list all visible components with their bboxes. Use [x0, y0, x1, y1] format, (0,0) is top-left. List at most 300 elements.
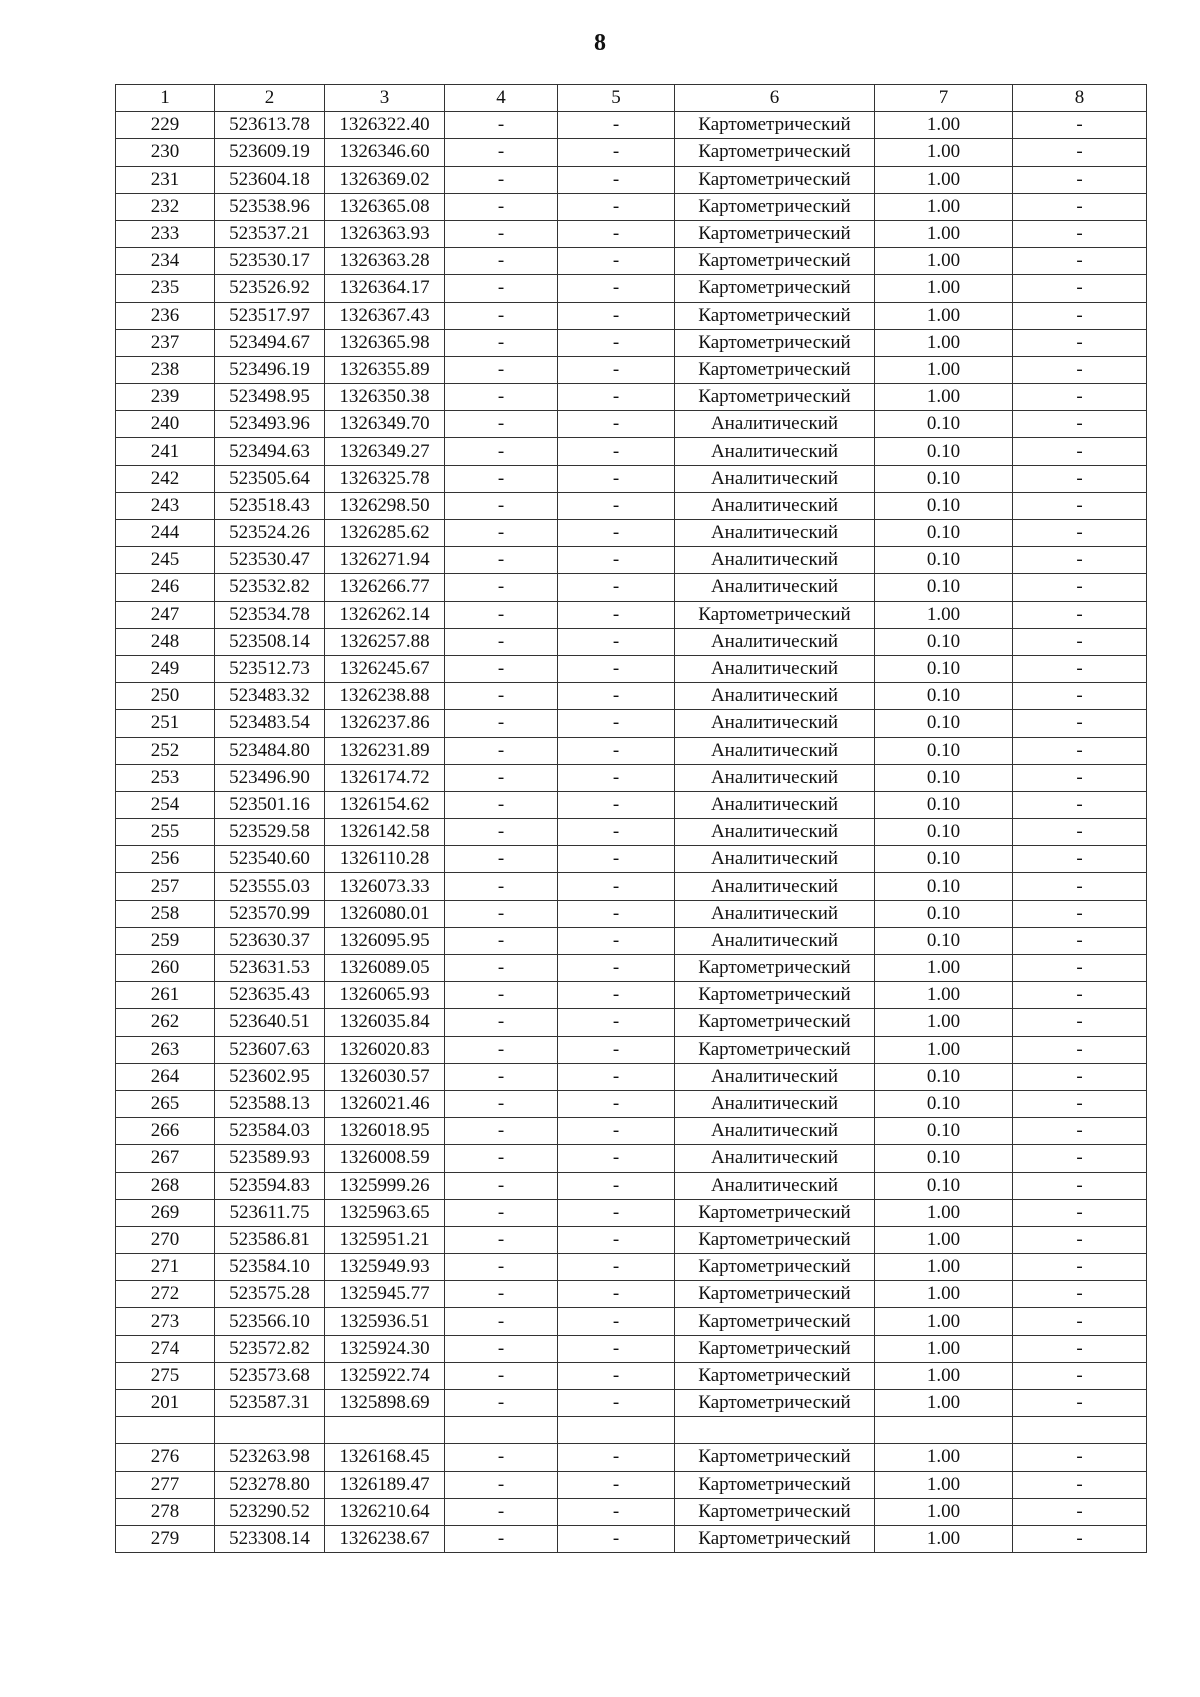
accuracy-cell: 0.10	[875, 520, 1013, 547]
x-coordinate-cell: 523530.17	[215, 248, 325, 275]
y-coordinate-cell: 1326018.95	[325, 1118, 445, 1145]
col4-cell: -	[445, 791, 558, 818]
table-row	[116, 220, 1147, 247]
x-coordinate-cell: 523498.95	[215, 384, 325, 411]
method-cell: Аналитический	[675, 547, 875, 574]
table-row	[116, 628, 1147, 655]
col5-cell: -	[558, 846, 675, 873]
y-coordinate-cell: 1325999.26	[325, 1172, 445, 1199]
method-cell: Аналитический	[675, 791, 875, 818]
point-number-cell: 277	[116, 1471, 215, 1498]
accuracy-cell: 0.10	[875, 1172, 1013, 1199]
x-coordinate-cell: 523530.47	[215, 547, 325, 574]
col8-cell: -	[1013, 1145, 1147, 1172]
col8-cell: -	[1013, 1525, 1147, 1552]
y-coordinate-cell: 1326189.47	[325, 1471, 445, 1498]
y-coordinate-cell: 1326110.28	[325, 846, 445, 873]
point-number-cell: 276	[116, 1444, 215, 1471]
method-cell: Картометрический	[675, 220, 875, 247]
col8-cell: -	[1013, 1090, 1147, 1117]
col5-cell: -	[558, 982, 675, 1009]
col8-cell: -	[1013, 1390, 1147, 1417]
method-cell: Картометрический	[675, 1444, 875, 1471]
col8-cell: -	[1013, 1281, 1147, 1308]
table-row	[116, 1444, 1147, 1471]
accuracy-cell: 1.00	[875, 1226, 1013, 1253]
point-number-cell: 233	[116, 220, 215, 247]
col8-cell: -	[1013, 1308, 1147, 1335]
column-header: 7	[875, 85, 1013, 112]
y-coordinate-cell: 1326355.89	[325, 356, 445, 383]
col5-cell: -	[558, 275, 675, 302]
point-number-cell: 255	[116, 819, 215, 846]
point-number-cell: 263	[116, 1036, 215, 1063]
col5-cell: -	[558, 655, 675, 682]
accuracy-cell	[875, 1417, 1013, 1444]
method-cell: Аналитический	[675, 465, 875, 492]
table-row	[116, 900, 1147, 927]
accuracy-cell: 1.00	[875, 1009, 1013, 1036]
y-coordinate-cell: 1326020.83	[325, 1036, 445, 1063]
col5-cell: -	[558, 1145, 675, 1172]
x-coordinate-cell: 523631.53	[215, 955, 325, 982]
col4-cell: -	[445, 1444, 558, 1471]
col8-cell: -	[1013, 302, 1147, 329]
table-row	[116, 683, 1147, 710]
x-coordinate-cell: 523508.14	[215, 628, 325, 655]
table-row	[116, 166, 1147, 193]
accuracy-cell: 1.00	[875, 1498, 1013, 1525]
y-coordinate-cell: 1326030.57	[325, 1063, 445, 1090]
method-cell: Аналитический	[675, 1118, 875, 1145]
y-coordinate-cell: 1326089.05	[325, 955, 445, 982]
y-coordinate-cell: 1326271.94	[325, 547, 445, 574]
method-cell: Картометрический	[675, 166, 875, 193]
table-row	[116, 737, 1147, 764]
column-header: 6	[675, 85, 875, 112]
col5-cell: -	[558, 574, 675, 601]
col8-cell: -	[1013, 411, 1147, 438]
col5-cell: -	[558, 220, 675, 247]
method-cell: Картометрический	[675, 139, 875, 166]
accuracy-cell: 0.10	[875, 764, 1013, 791]
table-row	[116, 1525, 1147, 1552]
table-row	[116, 1308, 1147, 1335]
col4-cell: -	[445, 655, 558, 682]
accuracy-cell: 0.10	[875, 438, 1013, 465]
method-cell: Аналитический	[675, 492, 875, 519]
accuracy-cell: 1.00	[875, 384, 1013, 411]
table-row	[116, 1471, 1147, 1498]
y-coordinate-cell: 1325936.51	[325, 1308, 445, 1335]
col5-cell: -	[558, 628, 675, 655]
point-number-cell: 264	[116, 1063, 215, 1090]
method-cell: Аналитический	[675, 764, 875, 791]
col4-cell: -	[445, 764, 558, 791]
y-coordinate-cell: 1326257.88	[325, 628, 445, 655]
accuracy-cell: 1.00	[875, 139, 1013, 166]
x-coordinate-cell: 523566.10	[215, 1308, 325, 1335]
accuracy-cell: 0.10	[875, 1090, 1013, 1117]
col8-cell	[1013, 1417, 1147, 1444]
method-cell: Аналитический	[675, 927, 875, 954]
table-row	[116, 710, 1147, 737]
method-cell: Аналитический	[675, 710, 875, 737]
table-row	[116, 764, 1147, 791]
x-coordinate-cell: 523604.18	[215, 166, 325, 193]
col8-cell: -	[1013, 1498, 1147, 1525]
point-number-cell: 261	[116, 982, 215, 1009]
col5-cell: -	[558, 411, 675, 438]
col4-cell: -	[445, 601, 558, 628]
col4-cell: -	[445, 1199, 558, 1226]
col4-cell: -	[445, 1471, 558, 1498]
coordinates-table	[115, 84, 1147, 1553]
table-row	[116, 846, 1147, 873]
col5-cell: -	[558, 819, 675, 846]
method-cell: Картометрический	[675, 275, 875, 302]
table-row	[116, 1009, 1147, 1036]
x-coordinate-cell	[215, 1417, 325, 1444]
col4-cell: -	[445, 112, 558, 139]
method-cell: Аналитический	[675, 574, 875, 601]
col8-cell: -	[1013, 112, 1147, 139]
col4-cell: -	[445, 1362, 558, 1389]
x-coordinate-cell: 523555.03	[215, 873, 325, 900]
accuracy-cell: 0.10	[875, 683, 1013, 710]
method-cell: Картометрический	[675, 1390, 875, 1417]
table-row	[116, 248, 1147, 275]
x-coordinate-cell: 523613.78	[215, 112, 325, 139]
point-number-cell: 259	[116, 927, 215, 954]
point-number-cell: 269	[116, 1199, 215, 1226]
col5-cell: -	[558, 465, 675, 492]
y-coordinate-cell: 1326021.46	[325, 1090, 445, 1117]
col4-cell: -	[445, 1498, 558, 1525]
y-coordinate-cell	[325, 1417, 445, 1444]
table-row	[116, 873, 1147, 900]
col8-cell: -	[1013, 139, 1147, 166]
accuracy-cell: 0.10	[875, 873, 1013, 900]
col5-cell: -	[558, 1444, 675, 1471]
col4-cell: -	[445, 1090, 558, 1117]
y-coordinate-cell: 1326238.67	[325, 1525, 445, 1552]
y-coordinate-cell: 1326365.98	[325, 329, 445, 356]
col4-cell: -	[445, 955, 558, 982]
col8-cell: -	[1013, 1036, 1147, 1063]
accuracy-cell: 1.00	[875, 275, 1013, 302]
table-row	[116, 139, 1147, 166]
table-row	[116, 1335, 1147, 1362]
x-coordinate-cell: 523496.90	[215, 764, 325, 791]
col4-cell: -	[445, 628, 558, 655]
method-cell: Картометрический	[675, 356, 875, 383]
method-cell: Картометрический	[675, 1308, 875, 1335]
col8-cell: -	[1013, 628, 1147, 655]
col4-cell: -	[445, 384, 558, 411]
point-number-cell: 241	[116, 438, 215, 465]
col4-cell: -	[445, 275, 558, 302]
y-coordinate-cell: 1326231.89	[325, 737, 445, 764]
accuracy-cell: 0.10	[875, 927, 1013, 954]
table-row	[116, 1172, 1147, 1199]
method-cell: Аналитический	[675, 628, 875, 655]
col5-cell: -	[558, 927, 675, 954]
col8-cell: -	[1013, 574, 1147, 601]
method-cell: Картометрический	[675, 982, 875, 1009]
method-cell: Аналитический	[675, 1090, 875, 1117]
col4-cell: -	[445, 1525, 558, 1552]
point-number-cell: 258	[116, 900, 215, 927]
point-number-cell: 266	[116, 1118, 215, 1145]
col4-cell: -	[445, 1036, 558, 1063]
point-number-cell: 275	[116, 1362, 215, 1389]
col8-cell: -	[1013, 1063, 1147, 1090]
x-coordinate-cell: 523588.13	[215, 1090, 325, 1117]
y-coordinate-cell: 1326285.62	[325, 520, 445, 547]
method-cell: Картометрический	[675, 1009, 875, 1036]
x-coordinate-cell: 523526.92	[215, 275, 325, 302]
table-row	[116, 1036, 1147, 1063]
y-coordinate-cell: 1326262.14	[325, 601, 445, 628]
col8-cell: -	[1013, 1199, 1147, 1226]
method-cell: Картометрический	[675, 1498, 875, 1525]
table-row	[116, 438, 1147, 465]
col8-cell: -	[1013, 927, 1147, 954]
x-coordinate-cell: 523532.82	[215, 574, 325, 601]
method-cell: Картометрический	[675, 329, 875, 356]
method-cell: Аналитический	[675, 819, 875, 846]
col8-cell: -	[1013, 275, 1147, 302]
col4-cell: -	[445, 819, 558, 846]
point-number-cell: 229	[116, 112, 215, 139]
col5-cell: -	[558, 1390, 675, 1417]
method-cell: Картометрический	[675, 112, 875, 139]
col8-cell: -	[1013, 982, 1147, 1009]
method-cell: Картометрический	[675, 193, 875, 220]
col5-cell: -	[558, 1172, 675, 1199]
method-cell: Аналитический	[675, 737, 875, 764]
y-coordinate-cell: 1325945.77	[325, 1281, 445, 1308]
col8-cell: -	[1013, 1444, 1147, 1471]
y-coordinate-cell: 1326346.60	[325, 139, 445, 166]
table-row	[116, 1417, 1147, 1444]
accuracy-cell: 1.00	[875, 220, 1013, 247]
y-coordinate-cell: 1326095.95	[325, 927, 445, 954]
method-cell: Картометрический	[675, 1471, 875, 1498]
method-cell: Картометрический	[675, 248, 875, 275]
y-coordinate-cell: 1326363.93	[325, 220, 445, 247]
col5-cell: -	[558, 1362, 675, 1389]
col5-cell	[558, 1417, 675, 1444]
col5-cell: -	[558, 1471, 675, 1498]
col4-cell: -	[445, 900, 558, 927]
accuracy-cell: 1.00	[875, 955, 1013, 982]
x-coordinate-cell: 523575.28	[215, 1281, 325, 1308]
method-cell: Аналитический	[675, 873, 875, 900]
method-cell: Картометрический	[675, 601, 875, 628]
x-coordinate-cell: 523263.98	[215, 1444, 325, 1471]
y-coordinate-cell: 1326298.50	[325, 492, 445, 519]
col8-cell: -	[1013, 1471, 1147, 1498]
col8-cell: -	[1013, 873, 1147, 900]
col5-cell: -	[558, 737, 675, 764]
col4-cell: -	[445, 982, 558, 1009]
col8-cell: -	[1013, 438, 1147, 465]
point-number-cell: 278	[116, 1498, 215, 1525]
col5-cell: -	[558, 1063, 675, 1090]
x-coordinate-cell: 523484.80	[215, 737, 325, 764]
point-number-cell: 256	[116, 846, 215, 873]
y-coordinate-cell: 1326154.62	[325, 791, 445, 818]
point-number-cell: 267	[116, 1145, 215, 1172]
col4-cell: -	[445, 1145, 558, 1172]
x-coordinate-cell: 523518.43	[215, 492, 325, 519]
accuracy-cell: 0.10	[875, 710, 1013, 737]
col5-cell: -	[558, 329, 675, 356]
x-coordinate-cell: 523586.81	[215, 1226, 325, 1253]
col5-cell: -	[558, 710, 675, 737]
col5-cell: -	[558, 683, 675, 710]
col5-cell: -	[558, 1335, 675, 1362]
point-number-cell: 253	[116, 764, 215, 791]
y-coordinate-cell: 1326238.88	[325, 683, 445, 710]
accuracy-cell: 1.00	[875, 982, 1013, 1009]
col8-cell: -	[1013, 764, 1147, 791]
y-coordinate-cell: 1325949.93	[325, 1254, 445, 1281]
accuracy-cell: 1.00	[875, 1281, 1013, 1308]
col8-cell: -	[1013, 819, 1147, 846]
table-row	[116, 655, 1147, 682]
table-row	[116, 520, 1147, 547]
point-number-cell	[116, 1417, 215, 1444]
col5-cell: -	[558, 601, 675, 628]
point-number-cell: 271	[116, 1254, 215, 1281]
col5-cell: -	[558, 1036, 675, 1063]
col4-cell: -	[445, 927, 558, 954]
x-coordinate-cell: 523483.54	[215, 710, 325, 737]
col5-cell: -	[558, 356, 675, 383]
col4-cell: -	[445, 1390, 558, 1417]
method-cell: Картометрический	[675, 1226, 875, 1253]
point-number-cell: 237	[116, 329, 215, 356]
col4-cell: -	[445, 356, 558, 383]
method-cell: Аналитический	[675, 520, 875, 547]
col5-cell: -	[558, 900, 675, 927]
point-number-cell: 252	[116, 737, 215, 764]
method-cell: Аналитический	[675, 1145, 875, 1172]
x-coordinate-cell: 523494.67	[215, 329, 325, 356]
point-number-cell: 234	[116, 248, 215, 275]
col8-cell: -	[1013, 737, 1147, 764]
point-number-cell: 265	[116, 1090, 215, 1117]
accuracy-cell: 0.10	[875, 791, 1013, 818]
table-row	[116, 1254, 1147, 1281]
col5-cell: -	[558, 1118, 675, 1145]
x-coordinate-cell: 523494.63	[215, 438, 325, 465]
col8-cell: -	[1013, 465, 1147, 492]
column-header: 8	[1013, 85, 1147, 112]
x-coordinate-cell: 523635.43	[215, 982, 325, 1009]
y-coordinate-cell: 1326142.58	[325, 819, 445, 846]
col4-cell: -	[445, 465, 558, 492]
method-cell: Аналитический	[675, 655, 875, 682]
point-number-cell: 273	[116, 1308, 215, 1335]
y-coordinate-cell: 1325922.74	[325, 1362, 445, 1389]
table-row	[116, 1145, 1147, 1172]
table-row	[116, 193, 1147, 220]
point-number-cell: 245	[116, 547, 215, 574]
col5-cell: -	[558, 955, 675, 982]
col4-cell: -	[445, 1335, 558, 1362]
point-number-cell: 232	[116, 193, 215, 220]
x-coordinate-cell: 523587.31	[215, 1390, 325, 1417]
col5-cell: -	[558, 547, 675, 574]
y-coordinate-cell: 1326369.02	[325, 166, 445, 193]
table-row	[116, 384, 1147, 411]
point-number-cell: 244	[116, 520, 215, 547]
accuracy-cell: 0.10	[875, 655, 1013, 682]
accuracy-cell: 1.00	[875, 193, 1013, 220]
point-number-cell: 279	[116, 1525, 215, 1552]
col5-cell: -	[558, 1226, 675, 1253]
method-cell: Картометрический	[675, 1362, 875, 1389]
method-cell: Аналитический	[675, 683, 875, 710]
column-header: 5	[558, 85, 675, 112]
y-coordinate-cell: 1326364.17	[325, 275, 445, 302]
x-coordinate-cell: 523640.51	[215, 1009, 325, 1036]
x-coordinate-cell: 523584.10	[215, 1254, 325, 1281]
col4-cell: -	[445, 1308, 558, 1335]
table-row	[116, 601, 1147, 628]
col8-cell: -	[1013, 166, 1147, 193]
y-coordinate-cell: 1326245.67	[325, 655, 445, 682]
x-coordinate-cell: 523570.99	[215, 900, 325, 927]
table-row	[116, 275, 1147, 302]
col4-cell: -	[445, 248, 558, 275]
accuracy-cell: 0.10	[875, 1118, 1013, 1145]
accuracy-cell: 1.00	[875, 1471, 1013, 1498]
point-number-cell: 251	[116, 710, 215, 737]
x-coordinate-cell: 523496.19	[215, 356, 325, 383]
col4-cell: -	[445, 1254, 558, 1281]
col8-cell: -	[1013, 1226, 1147, 1253]
y-coordinate-cell: 1326325.78	[325, 465, 445, 492]
y-coordinate-cell: 1326322.40	[325, 112, 445, 139]
point-number-cell: 243	[116, 492, 215, 519]
x-coordinate-cell: 523540.60	[215, 846, 325, 873]
accuracy-cell: 1.00	[875, 166, 1013, 193]
accuracy-cell: 1.00	[875, 356, 1013, 383]
x-coordinate-cell: 523534.78	[215, 601, 325, 628]
x-coordinate-cell: 523493.96	[215, 411, 325, 438]
method-cell: Картометрический	[675, 1036, 875, 1063]
col4-cell: -	[445, 520, 558, 547]
col8-cell: -	[1013, 710, 1147, 737]
col8-cell: -	[1013, 547, 1147, 574]
col4-cell: -	[445, 1226, 558, 1253]
col4-cell: -	[445, 873, 558, 900]
y-coordinate-cell: 1326363.28	[325, 248, 445, 275]
col8-cell: -	[1013, 601, 1147, 628]
col5-cell: -	[558, 1308, 675, 1335]
point-number-cell: 249	[116, 655, 215, 682]
x-coordinate-cell: 523505.64	[215, 465, 325, 492]
method-cell: Картометрический	[675, 302, 875, 329]
point-number-cell: 262	[116, 1009, 215, 1036]
accuracy-cell: 1.00	[875, 1390, 1013, 1417]
x-coordinate-cell: 523537.21	[215, 220, 325, 247]
